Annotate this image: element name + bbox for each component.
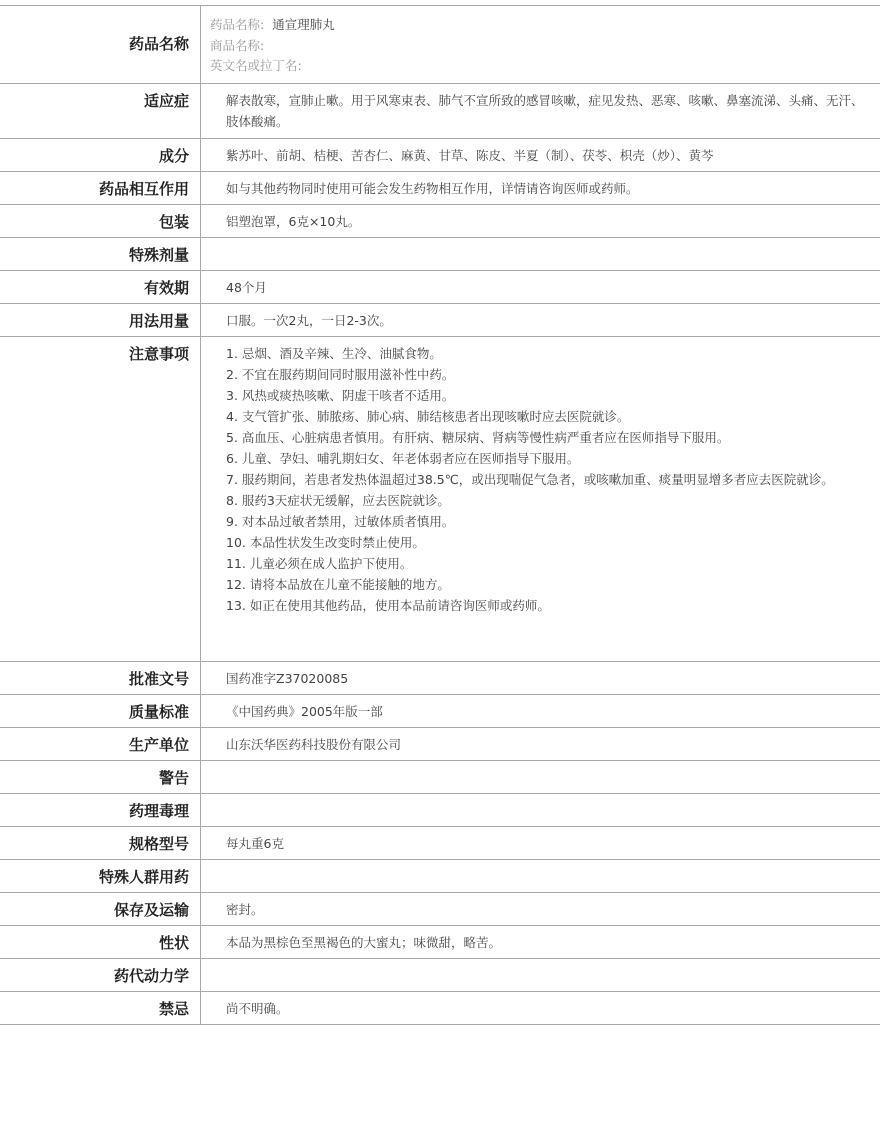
notes-item: 6. 儿童、孕妇、哺乳期妇女、年老体弱者应在医师指导下服用。	[226, 451, 580, 466]
value-package: 铝塑泡罩，6克×10丸。	[226, 214, 361, 229]
notes-item: 8. 服药3天症状无缓解，应去医院就诊。	[226, 493, 450, 508]
value-storage: 密封。	[226, 902, 264, 917]
row-drug-name	[0, 5, 880, 83]
label-special-dose: 特殊剂量	[0, 238, 201, 270]
label-interactions: 药品相互作用	[0, 172, 201, 204]
generic-name-line	[210, 15, 866, 36]
value-validity: 48个月	[226, 280, 267, 295]
notes-item: 11. 儿童必须在成人监护下使用。	[226, 556, 413, 571]
row-approval	[0, 661, 880, 694]
row-spec	[0, 826, 880, 859]
notes-item: 1. 忌烟、酒及辛辣、生冷、油腻食物。	[226, 346, 442, 361]
label-pharmacokinetics: 药代动力学	[0, 959, 201, 991]
label-warning: 警告	[0, 761, 201, 793]
value-notes	[201, 337, 880, 661]
notes-item: 12. 请将本品放在儿童不能接触的地方。	[226, 577, 450, 592]
notes-item: 2. 不宜在服药期间同时服用滋补性中药。	[226, 367, 455, 382]
value-indications: 解表散寒，宣肺止嗽。用于风寒束表、肺气不宣所致的感冒咳嗽，症见发热、恶寒、咳嗽、鼻塞流涕、头痛、无汗、肢体酸痛。	[226, 93, 864, 129]
notes-item: 4. 支气管扩张、肺脓疡、肺心病、肺结核患者出现咳嗽时应去医院就诊。	[226, 409, 630, 424]
row-storage	[0, 892, 880, 925]
value-warning	[201, 761, 880, 793]
row-contraindications	[0, 991, 880, 1025]
value-special-dose	[201, 238, 880, 270]
label-drug-name: 药品名称	[0, 6, 201, 83]
value-usage: 口服。一次2丸，一日2-3次。	[226, 313, 392, 328]
row-manufacturer	[0, 727, 880, 760]
value-drug-name	[201, 6, 880, 83]
value-spec: 每丸重6克	[226, 836, 284, 851]
row-validity	[0, 270, 880, 303]
row-pharmacology	[0, 793, 880, 826]
value-contraindications: 尚不明确。	[226, 1001, 289, 1016]
row-pharmacokinetics	[0, 958, 880, 991]
value-pharmacology	[201, 794, 880, 826]
label-validity: 有效期	[0, 271, 201, 303]
value-standard: 《中国药典》2005年版一部	[226, 704, 383, 719]
generic-name-label: 药品名称:	[210, 17, 265, 32]
row-ingredients	[0, 138, 880, 171]
value-approval: 国药准字Z37020085	[226, 671, 349, 686]
value-interactions: 如与其他药物同时使用可能会发生药物相互作用，详情请咨询医师或药师。	[226, 181, 639, 196]
notes-item: 9. 对本品过敏者禁用，过敏体质者慎用。	[226, 514, 455, 529]
drug-info-table	[0, 5, 880, 1025]
label-usage: 用法用量	[0, 304, 201, 336]
label-approval: 批准文号	[0, 662, 201, 694]
row-notes	[0, 336, 880, 661]
label-notes: 注意事项	[0, 337, 201, 661]
notes-list	[226, 343, 866, 616]
label-spec: 规格型号	[0, 827, 201, 859]
label-package: 包装	[0, 205, 201, 237]
label-standard: 质量标准	[0, 695, 201, 727]
notes-item: 5. 高血压、心脏病患者慎用。有肝病、糖尿病、肾病等慢性病严重者应在医师指导下服用。	[226, 430, 730, 445]
row-special-dose	[0, 237, 880, 270]
row-warning	[0, 760, 880, 793]
row-indications	[0, 83, 880, 138]
label-contraindications: 禁忌	[0, 992, 201, 1024]
row-interactions	[0, 171, 880, 204]
row-standard	[0, 694, 880, 727]
value-special-groups	[201, 860, 880, 892]
value-appearance: 本品为黑棕色至黑褐色的大蜜丸；味微甜，略苦。	[226, 935, 502, 950]
english-name-label: 英文名或拉丁名:	[210, 58, 302, 73]
row-package	[0, 204, 880, 237]
trade-name-label: 商品名称:	[210, 37, 265, 53]
generic-name-value: 通宣理肺丸	[272, 17, 335, 32]
label-appearance: 性状	[0, 926, 201, 958]
label-ingredients: 成分	[0, 139, 201, 171]
notes-item: 10. 本品性状发生改变时禁止使用。	[226, 535, 425, 550]
row-usage	[0, 303, 880, 336]
value-manufacturer: 山东沃华医药科技股份有限公司	[226, 737, 402, 752]
value-ingredients: 紫苏叶、前胡、桔梗、苦杏仁、麻黄、甘草、陈皮、半夏（制）、茯苓、枳壳（炒）、黄芩	[226, 148, 714, 163]
notes-item: 3. 风热或痰热咳嗽、阴虚干咳者不适用。	[226, 388, 455, 403]
value-pharmacokinetics	[201, 959, 880, 991]
label-indications: 适应症	[0, 84, 201, 138]
notes-item: 7. 服药期间，若患者发热体温超过38.5℃，或出现喘促气急者，或咳嗽加重、痰量明显增多者应去医院就诊。	[226, 472, 834, 487]
label-manufacturer: 生产单位	[0, 728, 201, 760]
label-special-groups: 特殊人群用药	[0, 860, 201, 892]
label-storage: 保存及运输	[0, 893, 201, 925]
row-appearance	[0, 925, 880, 958]
notes-item: 13. 如正在使用其他药品，使用本品前请咨询医师或药师。	[226, 598, 550, 613]
label-pharmacology: 药理毒理	[0, 794, 201, 826]
row-special-groups	[0, 859, 880, 892]
